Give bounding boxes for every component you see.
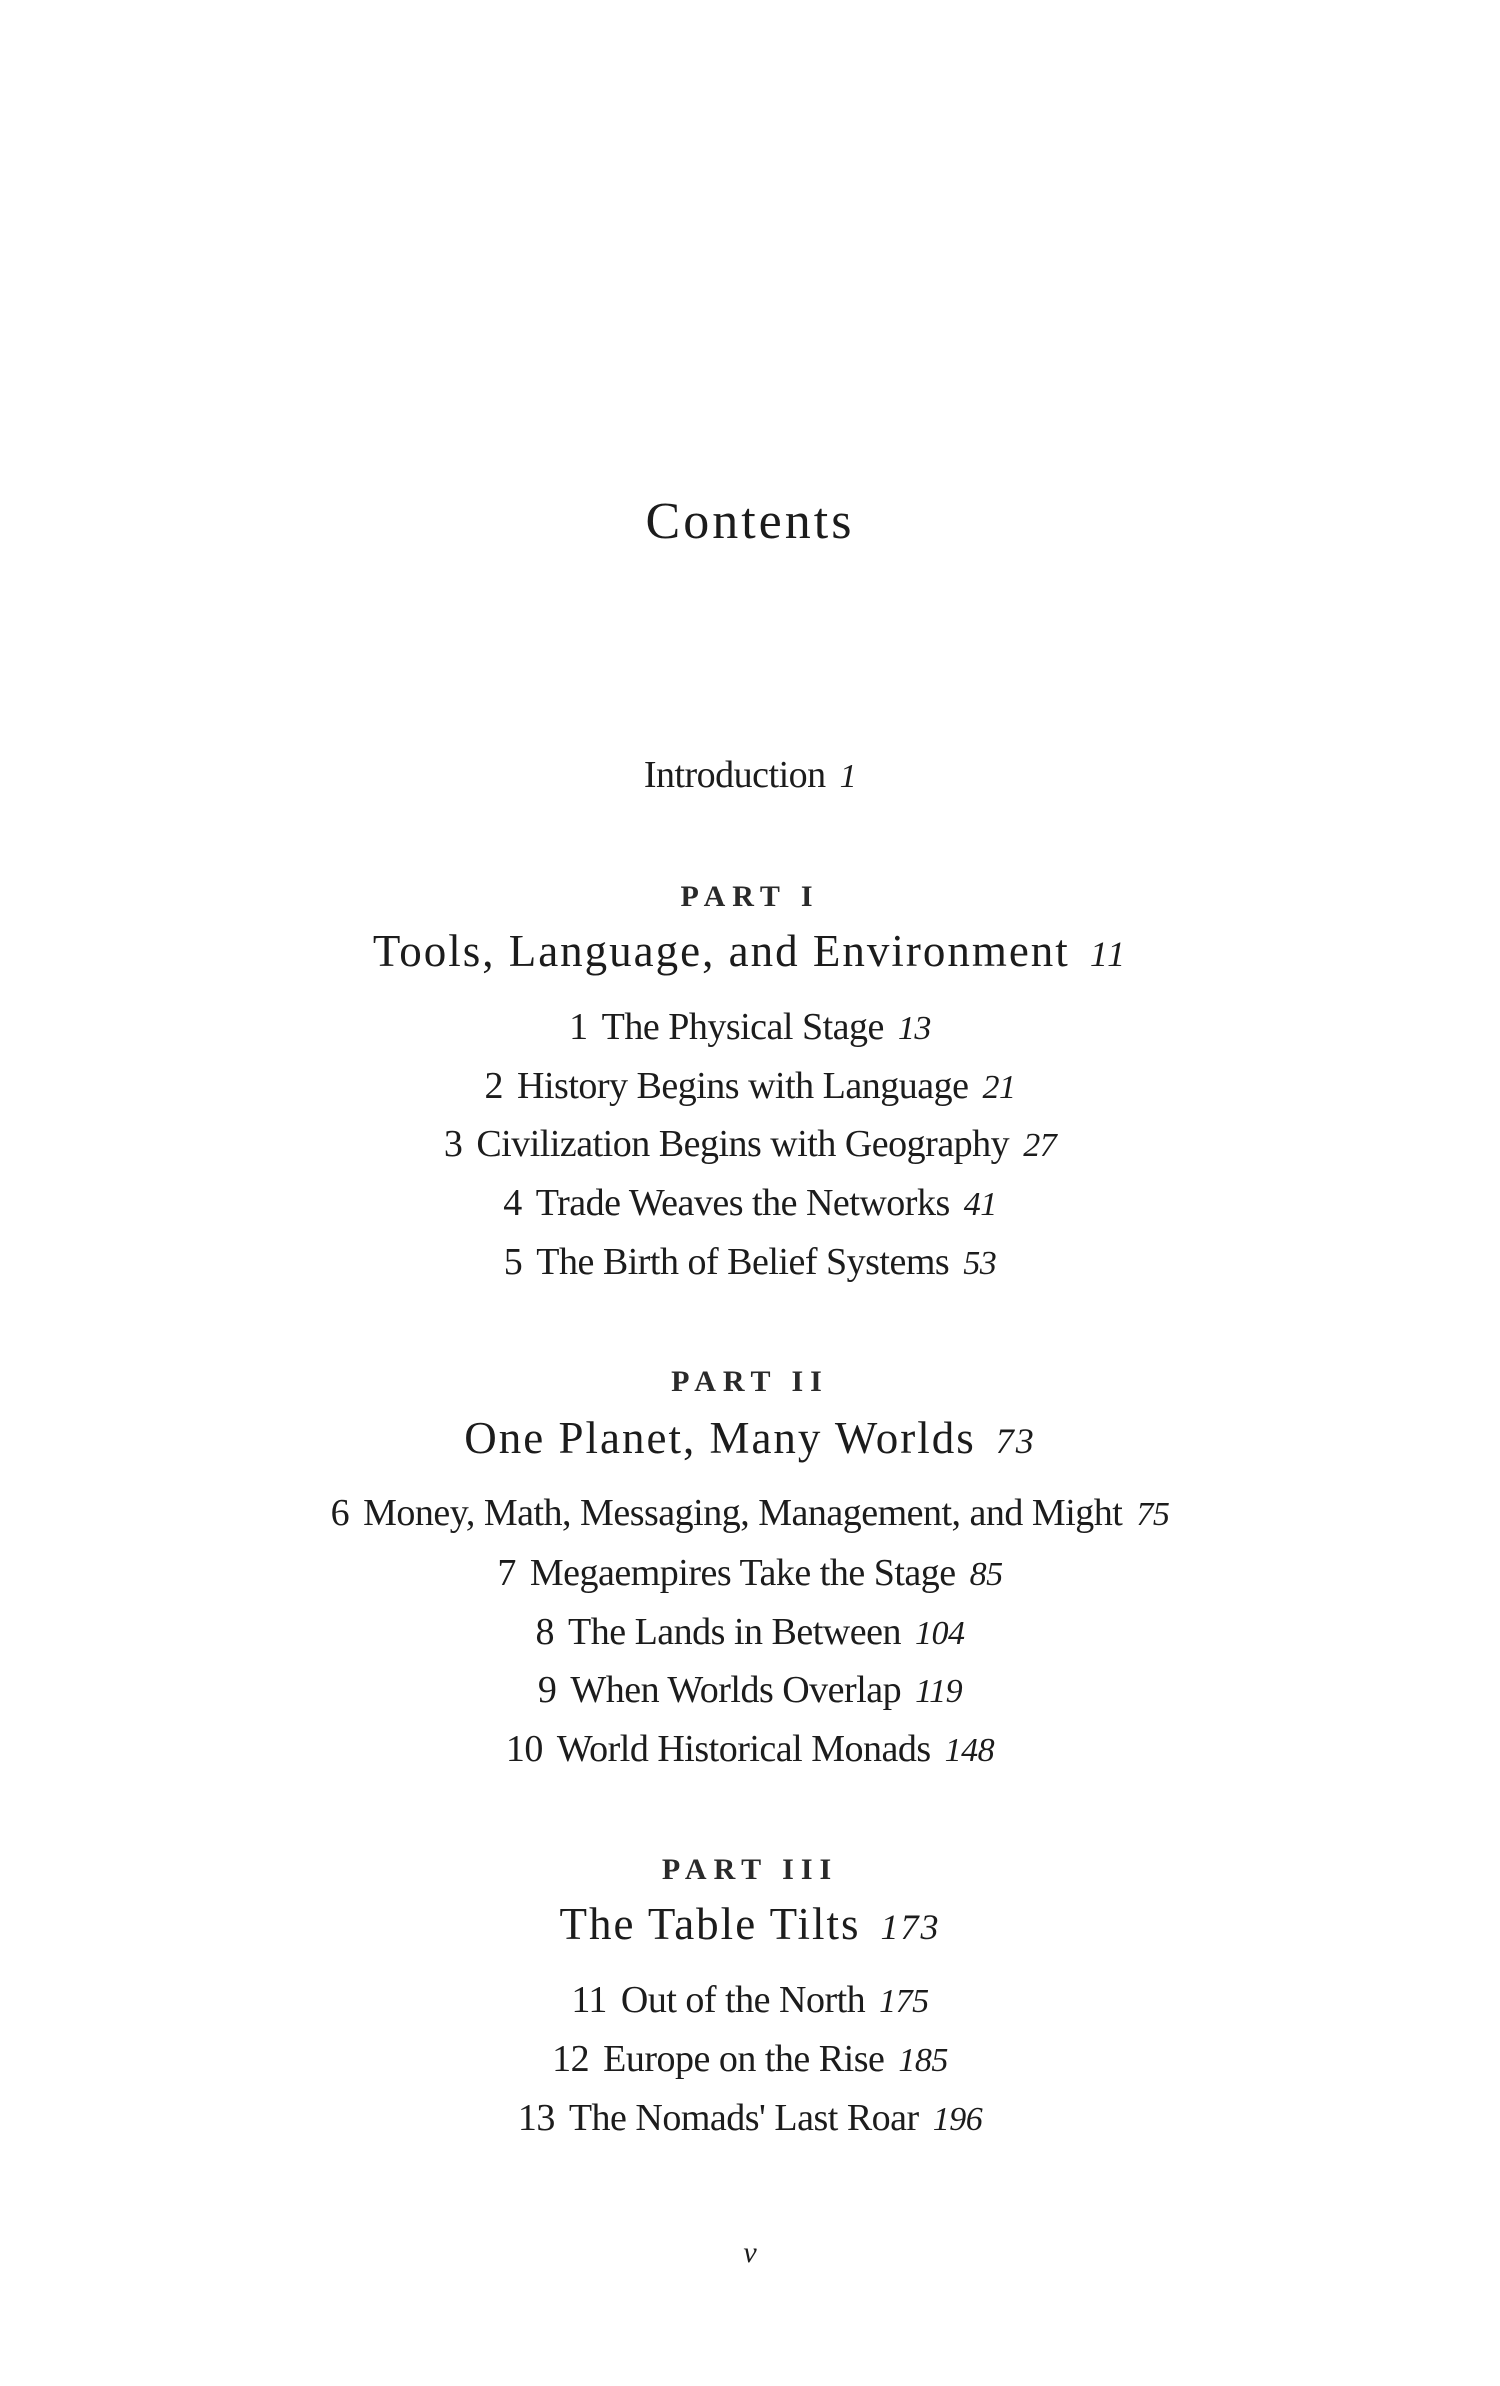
chapter-page: 104 <box>914 1615 965 1652</box>
chapter-page: 148 <box>944 1732 995 1769</box>
page-title: Contents <box>645 493 855 550</box>
part-title[interactable] <box>0 1896 1500 1952</box>
toc-chapter-entry[interactable] <box>0 1488 1500 1538</box>
chapter-number: 12 <box>552 2038 590 2080</box>
chapter-number: 9 <box>537 1669 557 1711</box>
chapter-number: 7 <box>497 1552 516 1594</box>
toc-chapter-entry[interactable] <box>0 1119 1500 1169</box>
chapter-title: World Historical Monads <box>556 1728 931 1770</box>
toc-chapter-entry[interactable] <box>0 1665 1500 1715</box>
chapter-page: 13 <box>897 1010 931 1047</box>
chapter-page: 21 <box>982 1069 1016 1106</box>
chapter-page: 196 <box>932 2101 983 2138</box>
chapter-title: When Worlds Overlap <box>570 1669 902 1711</box>
part-label: PART II <box>671 1365 829 1398</box>
chapter-title: Europe on the Rise <box>603 2038 885 2080</box>
chapter-page: 119 <box>915 1673 963 1710</box>
chapter-number: 1 <box>569 1006 588 1048</box>
chapter-title: Out of the North <box>620 1979 866 2021</box>
chapter-page: 75 <box>1136 1496 1170 1533</box>
entry-page: 1 <box>839 758 857 795</box>
toc-chapter-entry[interactable] <box>0 1061 1500 1111</box>
toc-chapter-entry[interactable] <box>0 2034 1500 2084</box>
toc-chapter-entry[interactable] <box>0 1002 1500 1052</box>
chapter-title: The Birth of Belief Systems <box>536 1241 950 1283</box>
chapter-title: The Lands in Between <box>568 1611 901 1653</box>
toc-introduction[interactable] <box>0 750 1500 800</box>
part-title[interactable] <box>0 1410 1500 1466</box>
toc-chapter-entry[interactable] <box>0 1975 1500 2025</box>
chapter-title: The Physical Stage <box>601 1006 884 1048</box>
chapter-number: 8 <box>535 1611 555 1653</box>
page-folio: v <box>743 2236 757 2269</box>
chapter-number: 11 <box>571 1979 607 2021</box>
toc-chapter-entry[interactable] <box>0 1178 1500 1228</box>
toc-chapter-entry[interactable] <box>0 1548 1500 1598</box>
toc-chapter-entry[interactable] <box>0 1237 1500 1287</box>
chapter-page: 85 <box>969 1556 1003 1593</box>
toc-chapter-entry[interactable] <box>0 1607 1500 1657</box>
chapter-number: 6 <box>330 1492 350 1534</box>
chapter-page: 41 <box>963 1186 997 1223</box>
toc-chapter-entry[interactable] <box>0 1724 1500 1774</box>
chapter-title: Trade Weaves the Networks <box>535 1182 950 1224</box>
part-label: PART I <box>680 880 820 913</box>
part-label: PART III <box>661 1853 839 1886</box>
chapter-title: Civilization Begins with Geography <box>476 1123 1010 1165</box>
part-page: 11 <box>1089 934 1128 974</box>
part-page: 73 <box>995 1421 1036 1461</box>
chapter-number: 5 <box>503 1241 523 1283</box>
entry-title: Introduction <box>643 754 826 796</box>
part-title-text: The Table Tilts <box>559 1899 861 1949</box>
part-title-text: One Planet, Many Worlds <box>464 1413 976 1463</box>
chapter-page: 27 <box>1023 1127 1057 1164</box>
chapter-number: 13 <box>517 2097 555 2139</box>
chapter-title: Megaempires Take the Stage <box>529 1552 956 1594</box>
chapter-number: 10 <box>505 1728 543 1770</box>
chapter-page: 185 <box>898 2042 948 2079</box>
chapter-number: 4 <box>503 1182 522 1224</box>
chapter-title: Money, Math, Messaging, Management, and Might <box>363 1492 1123 1534</box>
chapter-page: 175 <box>879 1983 929 2020</box>
chapter-title: The Nomads' Last Roar <box>568 2097 919 2139</box>
part-title-text: Tools, Language, and Environment <box>372 926 1070 976</box>
chapter-page: 53 <box>963 1245 997 1282</box>
toc-chapter-entry[interactable] <box>0 2093 1500 2143</box>
part-title[interactable] <box>0 923 1500 979</box>
part-page: 173 <box>880 1907 941 1947</box>
chapter-title: History Begins with Language <box>517 1065 969 1107</box>
chapter-number: 3 <box>443 1123 463 1165</box>
chapter-number: 2 <box>484 1065 504 1107</box>
